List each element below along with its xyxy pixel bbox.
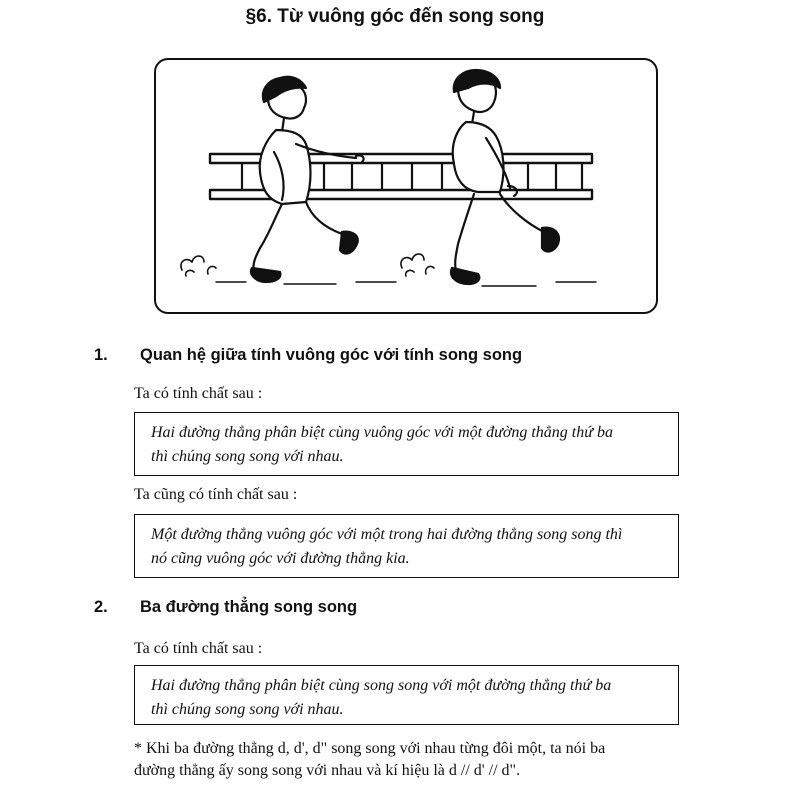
property-box-1 — [134, 412, 679, 476]
section-1-title: Quan hệ giữa tính vuông góc với tính song song — [140, 346, 523, 364]
section-2-title: Ba đường thẳng song song — [140, 598, 358, 616]
illustration-ladder — [154, 58, 658, 314]
property-box-3 — [134, 665, 679, 725]
section-1-intro: Ta có tính chất sau : — [134, 385, 263, 402]
section-1-heading — [94, 346, 522, 365]
note-line-1: * Khi ba đường thẳng d, d', d" song song với nhau từng đôi một, ta nói ba — [134, 740, 606, 757]
parallel-notation-note — [134, 738, 679, 782]
property-2-line-1: Một đường thẳng vuông góc với một trong hai đường thẳng song song thì — [151, 526, 623, 543]
property-1-line-2: thì chúng song song với nhau. — [151, 448, 344, 465]
section-2-heading — [94, 598, 357, 617]
property-3-line-2: thì chúng song song với nhau. — [151, 701, 344, 718]
section-2-intro: Ta có tính chất sau : — [134, 640, 263, 657]
property-2-line-2: nó cũng vuông góc với đường thẳng kia. — [151, 550, 410, 567]
property-box-2 — [134, 514, 679, 578]
property-1-line-1: Hai đường thẳng phân biệt cùng vuông góc với một đường thẳng thứ ba — [151, 424, 613, 441]
section-2-number: 2. — [94, 598, 108, 616]
section-1-intro-2: Ta cũng có tính chất sau : — [134, 486, 298, 503]
note-line-2: đường thẳng ấy song song với nhau và kí hiệu là d // d' // d". — [134, 762, 521, 779]
page-title: §6. Từ vuông góc đến song song — [245, 6, 545, 27]
boys-carrying-ladder-drawing — [156, 60, 656, 312]
section-1-number: 1. — [94, 346, 108, 364]
property-3-line-1: Hai đường thẳng phân biệt cùng song song với một đường thẳng thứ ba — [151, 677, 612, 694]
